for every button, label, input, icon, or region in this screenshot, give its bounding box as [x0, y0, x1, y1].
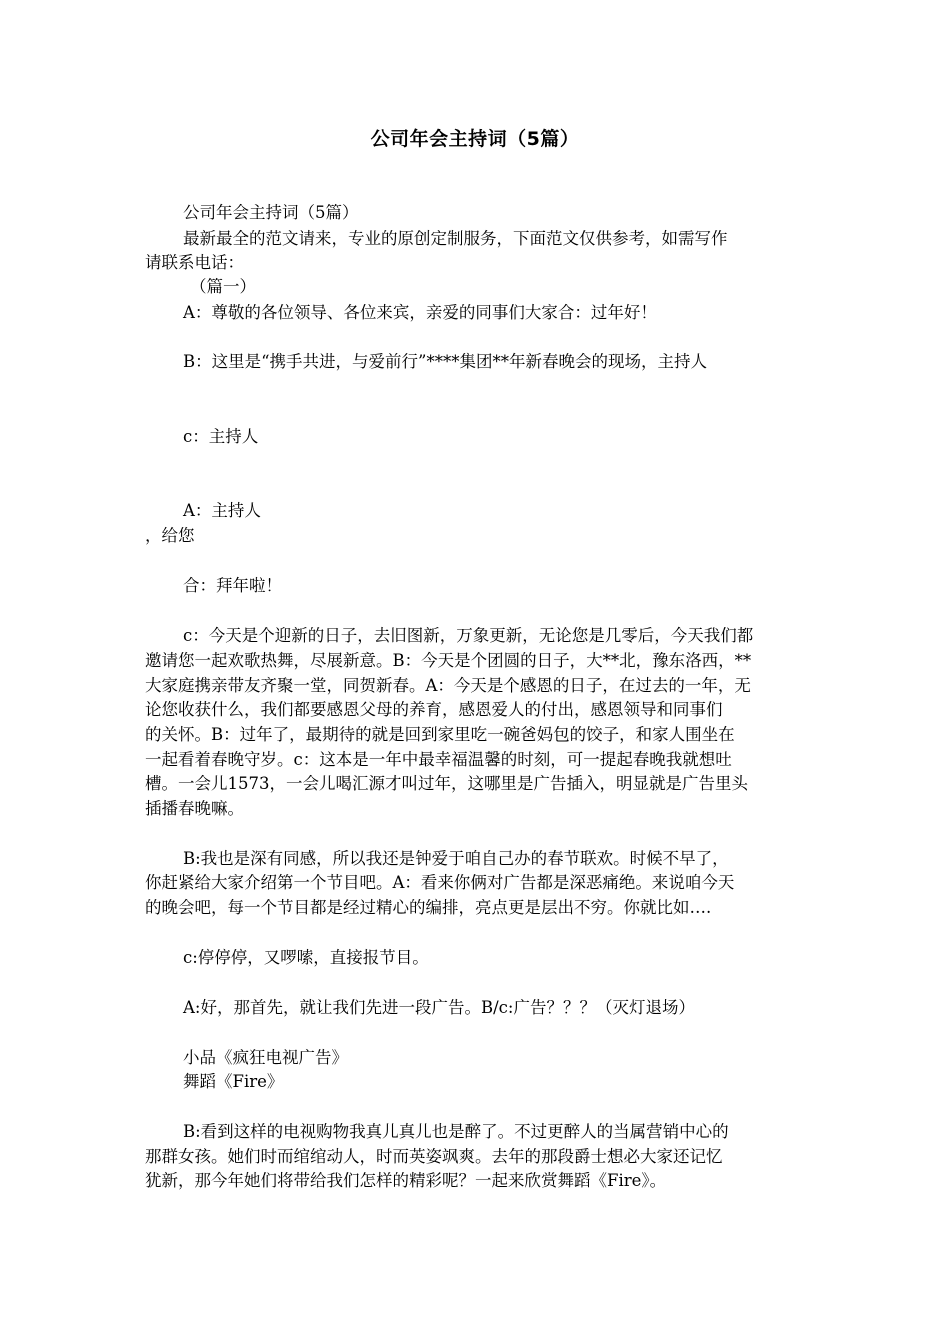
doc-line-para1-6: 一起看着春晚守岁。c：这本是一年中最幸福温馨的时刻，可一提起春晚我就想吐 — [145, 750, 732, 769]
doc-line-para2-2: 你赶紧给大家介绍第一个节目吧。A：看来你俩对广告都是深恶痛绝。来说咱今天 — [145, 873, 735, 892]
doc-line-para2-3: 的晚会吧，每一个节目都是经过精心的编排，亮点更是层出不穷。你就比如…. — [145, 898, 712, 917]
doc-line-section-heading: （篇一） — [190, 277, 256, 296]
doc-line-para1-8: 插播春晚嘛。 — [145, 799, 244, 818]
doc-line-stop: c:停停停，又啰嗦，直接报节目。 — [183, 948, 429, 967]
doc-line-program-dance: 舞蹈《Fire》 — [183, 1072, 284, 1091]
doc-line-para3-3: 犹新，那今年她们将带给我们怎样的精彩呢？一起来欣赏舞蹈《Fire》。 — [145, 1171, 667, 1190]
doc-line-para1-2: 邀请您一起欢歌热舞，尽展新意。B：今天是个团圆的日子，大**北，豫东洛西，** — [145, 651, 752, 670]
doc-line-ad: A:好，那首先，就让我们先进一段广告。B/c:广告？？？（灭灯退场） — [183, 998, 695, 1017]
doc-line-intro-cont: 请联系电话： — [145, 253, 244, 272]
doc-line-para1-4: 论您收获什么，我们都要感恩父母的养育，感恩爱人的付出，感恩领导和同事们 — [145, 700, 723, 719]
doc-line-para3-1: B:看到这样的电视购物我真儿真儿也是醉了。不过更醉人的当属营销中心的 — [183, 1122, 729, 1141]
doc-line-para1-1: c：今天是个迎新的日子，去旧图新，万象更新，无论您是几零后，今天我们都 — [183, 626, 754, 645]
doc-line-together: 合：拜年啦！ — [183, 576, 282, 595]
doc-line-greeting-a: A：尊敬的各位领导、各位来宾，亲爱的同事们大家合：过年好！ — [183, 303, 657, 322]
page-title: 公司年会主持词（5篇） — [370, 128, 580, 150]
doc-line-para1-7: 槽。一会儿1573，一会儿喝汇源才叫过年，这哪里是广告插入，明显就是广告里头 — [145, 774, 748, 793]
doc-line-program-sketch: 小品《疯狂电视广告》 — [183, 1048, 348, 1067]
doc-line-host-c: c：主持人 — [183, 427, 259, 446]
doc-line-intro: 最新最全的范文请来，专业的原创定制服务，下面范文仅供参考，如需写作 — [183, 229, 728, 248]
doc-line-host-a-cont: ，给您 — [145, 526, 195, 545]
doc-line-para1-5: 的关怀。B：过年了，最期待的就是回到家里吃一碗爸妈包的饺子，和家人围坐在 — [145, 725, 735, 744]
doc-line-intro-b: B：这里是“携手共进，与爱前行”****集团**年新春晚会的现场，主持人 — [183, 352, 707, 371]
doc-line-title-repeat: 公司年会主持词（5篇） — [183, 203, 359, 222]
doc-line-para2-1: B:我也是深有同感，所以我还是钟爱于咱自己办的春节联欢。时候不早了， — [183, 849, 729, 868]
doc-line-host-a: A：主持人 — [183, 501, 261, 520]
doc-line-para1-3: 大家庭携亲带友齐聚一堂，同贺新春。A：今天是个感恩的日子，在过去的一年，无 — [145, 676, 751, 695]
doc-line-para3-2: 那群女孩。她们时而绾绾动人，时而英姿飒爽。去年的那段爵士想必大家还记忆 — [145, 1147, 723, 1166]
